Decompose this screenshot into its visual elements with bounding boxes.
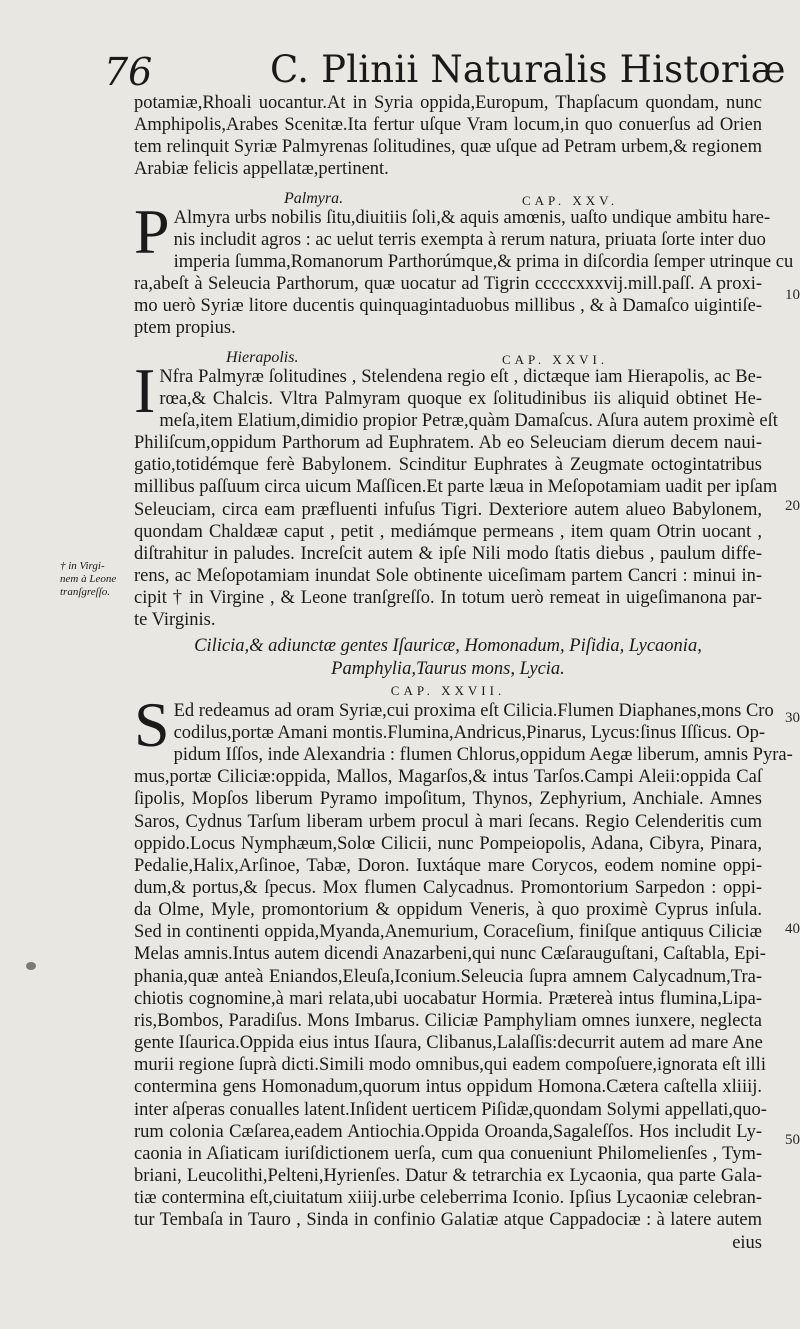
running-title: C. Plinii Naturalis Historiæ xyxy=(270,48,786,91)
text-line: potamiæ,Rhoali uocantur.At in Syria oppida,Europum, Thapſacum quondam, nunc xyxy=(134,93,762,113)
catchword: eius xyxy=(732,1232,762,1253)
text-line: codilus,portæ Amani montis.Flumina,Andricus,Pinarus, Lycus:ſinus Iſſicus. Op- xyxy=(173,722,766,743)
text-line: oppido.Locus Nymphæum,Solœ Cilicii, nunc Pompeiopolis, Adana, Cibyra, Pinara, xyxy=(134,833,762,854)
text-line: te Virginis. xyxy=(134,610,216,631)
text-line: Ed redeamus ad oram Syriæ,cui proxima eſt Cilicia.Flumen Diaphanes,mons Cro xyxy=(173,700,774,721)
text-line: chiotis cognomine,à mari relata,ubi uocabatur Hormia. Prætereà intus flumina,Lipa- xyxy=(134,988,762,1009)
text-line: inter aſperas conualles latent.Inſident uerticem Piſidæ,quondam Solymi appellati,quo- xyxy=(134,1099,767,1120)
text-line: tem relinquit Syriæ Palmyrenas ſolitudines, quæ uſque ad Petram urbem,& regionem xyxy=(134,137,762,158)
chapter-hierapolis xyxy=(134,344,778,632)
text-line: phania,quæ anteà Eniandos,Eleuſa,Iconium.Seleucia ſupra amnem Calycadnum,Tra- xyxy=(134,966,762,987)
text-line: Melas amnis.Intus autem dicendi Anazarbeni,qui nunc Cæſarauguſtani, Caſtabla, Epi- xyxy=(134,944,766,965)
chapter-subtitle: Pamphylia,Taurus mons, Lycia. xyxy=(331,658,565,679)
text-line: Saros, Cydnus Tarſum liberam urbem procul à mari ſecans. Regio Celenderitis cum xyxy=(134,811,762,832)
text-line: murii regione ſuprà dicti.Simili modo omnibus,qui eadem compoſuere,ignorata eſt illi xyxy=(134,1055,766,1076)
text-line: Sed in continenti oppida,Myanda,Anemurium, Coraceſium, finiſque antiquus Ciliciæ xyxy=(134,922,762,943)
text-line: Philiſcum,oppidum Parthorum ad Euphratem. Ab eo Seleuciam dierum decem naui- xyxy=(134,433,762,454)
text-line: Almyra urbs nobilis ſitu,diuitiis ſoli,& aquis amœnis, uaſto undique ambitu hare- xyxy=(173,207,771,228)
text-line: quondam Chaldææ caput , petit , mediámque permeans , item quam Otrin uocant , xyxy=(134,521,762,542)
text-line: da Olme, Myle, promontorium & oppidum Veneris, à quo proximè Cyprus inſula. xyxy=(134,900,762,921)
text-line: cipit † in Virgine , & Leone tranſgreſſo. In totum uerò remeat in uigeſimanona par- xyxy=(134,588,762,609)
text-line: nis includit agros : ac uelut terris exempta à rerum natura, priuata ſorte inter duo xyxy=(173,229,766,250)
text-line: pidum Iſſos, inde Alexandria : flumen Chlorus,oppidum Aegæ liberum, amnis Pyra- xyxy=(173,745,793,766)
chapter-subtitle: Cilicia,& adiunctæ gentes Iſauricæ, Homonadum, Piſidia, Lycaonia, xyxy=(194,636,702,657)
drop-capital: I xyxy=(134,354,156,426)
text-line: millibus paſſuum circa uicum Maſſicen.Et parte læua in Meſopotamiam uadit per ipſam xyxy=(134,477,778,498)
chapter-number: CAP. XXV. xyxy=(522,192,619,208)
text-line: gatio,totidémque ferè Babylonem. Scinditur Euphrates à Zeugmate octogintatribus xyxy=(134,455,762,476)
page-header xyxy=(0,46,800,94)
text-line: tiæ contermina eſt,ciuitatum xiiij.urbe celeberrima Iconio. Ipſius Lycaoniæ celebran- xyxy=(134,1188,762,1209)
text-line: rens, ac Meſopotamiam inundat Sole obtinente uiceſimam partem Cancri : minui in- xyxy=(134,565,762,586)
text-line: tur Tembaſa in Tauro , Sinda in confinio Galatiæ atque Cappadociæ : à latere autem xyxy=(134,1210,762,1231)
drop-capital: P xyxy=(134,195,170,267)
text-line: Amphipolis,Arabes Scenitæ.Ita fertur uſque Vram locum,in quo conuerſus ad Orien xyxy=(134,115,762,136)
text-line: contermina gens Homonadum,quorum intus oppidum Homona.Cætera caſtella xliiij. xyxy=(134,1077,762,1098)
line-number: 10 xyxy=(785,287,800,303)
text-line: dum,& portus,& ſpecus. Mox flumen Calycadnus. Promontorium Sarpedon : oppi- xyxy=(134,878,762,898)
chapter-name: Hierapolis. xyxy=(226,348,299,366)
margin-note-line: nem à Leone xyxy=(60,573,117,585)
text-line: diſtrahitur in paludes. Increſcit autem & ipſe Nili modo ſtatis diebus , paulum diffe- xyxy=(134,543,762,564)
text-line: meſa,item Elatium,dimidio propior Petræ,quàm Damaſcus. Aſura autem proximè eſt xyxy=(159,410,778,431)
margin-note-line: † in Virgi- xyxy=(60,560,105,572)
text-line: imperia ſumma,Romanorum Parthorúmque,& prima in diſcordia ſemper utrinque cu xyxy=(173,251,794,272)
chapter-heading xyxy=(134,185,762,207)
line-number: 30 xyxy=(785,710,800,726)
chapter-number: CAP. XXVI. xyxy=(502,351,609,367)
text-line: mo uerò Syriæ litore ducentis quinquagintaduobus millibus , & à Damaſco uigintiſe- xyxy=(134,296,762,317)
ink-blot xyxy=(26,962,36,970)
text-line: gente Iſaurica.Oppida eius intus Iſaura, Clibanus,Lalaſſis:decurrit autem ad mare Ane xyxy=(134,1033,763,1054)
text-line: rœa,& Chalcis. Vltra Palmyram quoque ex ſolitudinibus iis aliquid obtinet He- xyxy=(159,388,762,409)
drop-capital: S xyxy=(134,688,170,760)
intro-paragraph xyxy=(134,92,762,181)
text-line: ris,Bombos, Paradiſus. Mons Imbarus. Ciliciæ Pamphyliam omnes iunxere, neglecta xyxy=(134,1010,762,1031)
text-line: briani, Leucolithi,Pelteni,Hyrienſes. Datur & tetrarchia ex Lycaonia, qua parte Gala- xyxy=(134,1166,762,1187)
chapter-number: CAP. XXVII. xyxy=(390,682,506,698)
page-number: 76 xyxy=(104,50,153,94)
chapter-name: Palmyra. xyxy=(284,189,344,207)
margin-note-line: tranſgreſſo. xyxy=(60,586,111,598)
text-line: caonia in Aſiaticam iuriſdictionem uerſa, cum qua conueniunt Philomelienſes , Tym- xyxy=(134,1143,762,1164)
text-line: ra,abeſt à Seleucia Parthorum, quæ uocatur ad Tigrin cccccxxxvij.mill.paſſ. A proxi- xyxy=(134,274,762,295)
text-line: mus,portæ Ciliciæ:oppida, Mallos, Magarſos,& intus Tarſos.Campi Aleii:oppida Caſ xyxy=(134,767,762,788)
text-line: Seleuciam, circa eam præfluenti infuſus Tigri. Dexteriore autem alueo Babylonem, xyxy=(134,499,762,520)
line-number: 20 xyxy=(785,498,800,514)
text-line: rum colonia Cæſarea,eadem Antiochia.Oppida Oroanda,Sagaleſſos. Hos includit Ly- xyxy=(134,1121,762,1142)
text-line: ptem propius. xyxy=(134,318,236,339)
margin-note xyxy=(60,560,132,599)
line-number: 40 xyxy=(785,921,800,937)
text-line: Nfra Palmyræ ſolitudines , Stelendena regio eſt , dictæque iam Hierapolis, ac Be- xyxy=(159,366,762,387)
text-line: Pedalie,Halix,Arſinoe, Tabæ, Doron. Iuxtáque mare Corycos, eodem nomine oppi- xyxy=(134,855,762,876)
text-line: ſipolis, Mopſos liberum Pyramo impoſitum, Thynos, Zephyrium, Anchiale. Amnes xyxy=(134,789,762,810)
line-number: 50 xyxy=(785,1132,800,1148)
chapter-heading xyxy=(134,344,762,366)
text-line: Arabiæ felicis appellatæ,pertinent. xyxy=(134,159,389,180)
